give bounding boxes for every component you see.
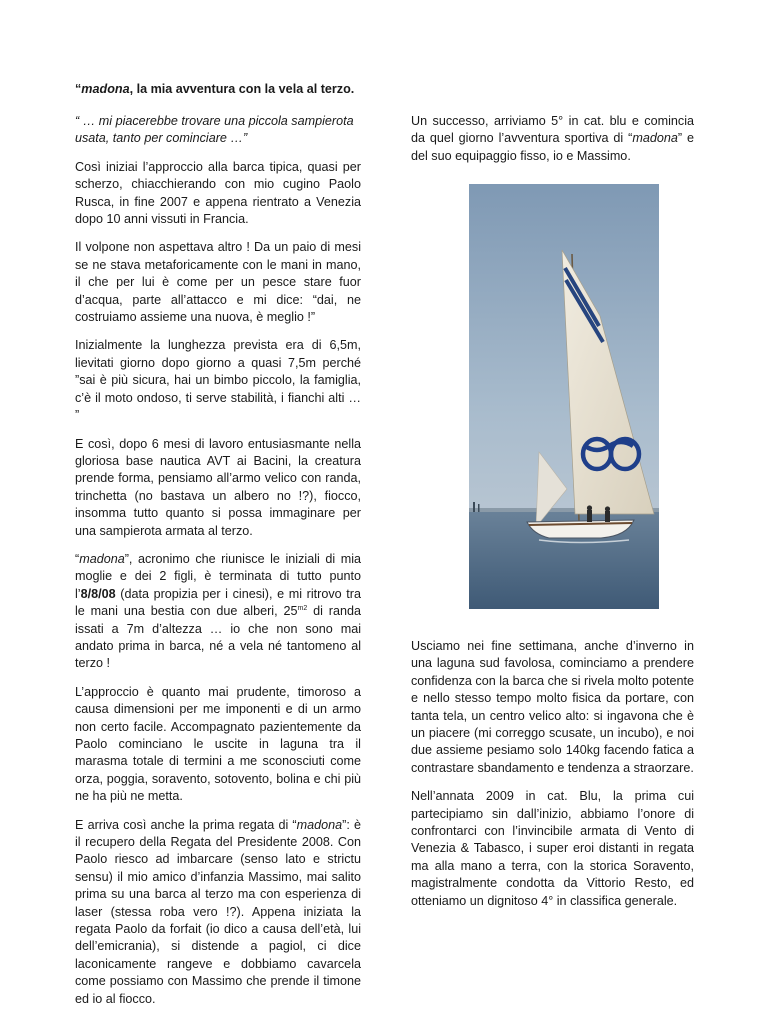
paragraph: E arriva così anche la prima regata di “madona”: è il recupero della Regata del Presidente 2008. Con Paolo riesco ad imbarcare (senso lato e strictu sensu) il mio amico d’infanzia Massimo, mai salito prima su una barca al terzo ma con esperienza di laser (stessa roba vero !?). Appena iniziata la regata Paolo da forfait (io dico a causa dell’età, lui dell’emicrania), si distende a pagiol, ci dice laconicamente rangeve e dobbiamo cavarcela come possiamo con Massimo che prende il timone ed io al fiocco. [75,817,361,1006]
paragraph: Il volpone non aspettava altro ! Da un paio di mesi se ne stava metaforicamente con le mani in mano, il che per lui è come per un pesce stare fuor d’acqua, parte all’attacco e mi dice: “dai, ne costruiamo assieme una nuova, è meglio !” [75,240,361,325]
paragraph: Usciamo nei fine settimana, anche d’inverno in una laguna sud favolosa, cominciamo a prendere confidenza con la barca che si rivela molto potente e nello stesso tempo molto fisica da portare, con tanta tela, un centro velico alto: si ingavona che è un piacere (mi correggo scusate, un incubo), e noi due assieme pesiamo solo 140kg facendo fatica a contrastare sbandamento e tendenza a straorzare. [411,639,694,775]
paragraph: Così iniziai l’approccio alla barca tipica, quasi per scherzo, chiacchierando con mio cugino Paolo Rusca, in fine 2007 e appena rientrato a Venezia dopo 10 anni vissuti in Francia. [75,159,361,227]
sailboat-illustration [469,184,659,609]
left-column [75,113,361,1019]
right-column-top [411,113,694,176]
paragraph: E così, dopo 6 mesi di lavoro entusiasmante nella gloriosa base nautica AVT ai Bacini, la creatura prende forma, pensiamo all’armo velico con randa, trinchetta (no bastava un albero no !?), fiocco, insomma tutto quanto si possa immaginare per una sampierota armata al terzo. [75,436,361,538]
boat-name: madona [81,82,130,96]
paragraph: Un successo, arriviamo 5° in cat. blu e comincia da quel giorno l’avventura sportiva di “madona” e del suo equipaggio fisso, io e Massimo. [411,114,694,163]
right-column-bottom [411,638,694,921]
sailboat-photo [469,184,659,609]
paragraph: L’approccio è quanto mai prudente, timoroso a causa dimensioni per me imponenti e di un armo non certo facile. Accompagnato pazientemente da Paolo cominciano le uscite in laguna tra il marasma totale di termini a me sconosciuti come orza, poggia, soravento, sotovento, bolina e chi più ne ha più ne metta. [75,684,361,804]
paragraph: “madona”, acronimo che riunisce le iniziali di mia moglie e dei 2 figli, è terminata di tutto punto l’8/8/08 (data propizia per i cinesi), e mi ritrovo tra le mani una bestia con due alberi, $25^{m2}$ di randa issati a 7m d’altezza … io che non sono mai andato prima in barca, né a vela né tantomeno al terzo ! [75,551,362,671]
article-title: “madona, la mia avventura con la vela al terzo. [75,82,355,96]
paragraph: Inizialmente la lunghezza prevista era di 6,5m, lievitati giorno dopo giorno a quasi 7,5m perché ”sai è più sicura, hai un bimbo piccolo, la famiglia, c’è il moto ondoso, ti serve stabilità, i fianchi alti … ” [75,338,361,423]
paragraph: Nell’annata 2009 in cat. Blu, la prima cui partecipiamo sin dall’inizio, abbiamo l’onore di confrontarci con l’invincibile armata di Vento di Venezia & Tabasco, i super eroi distanti in regata ma alla mano a terra, con la storica Soravento, magistralmente condotta da Vittorio Resto, ed otteniamo un dignitoso 4° in classifica generale. [411,789,694,908]
opening-quote: “ … mi piacerebbe trovare una piccola sampierota usata, tanto per cominciare …” [75,114,354,146]
